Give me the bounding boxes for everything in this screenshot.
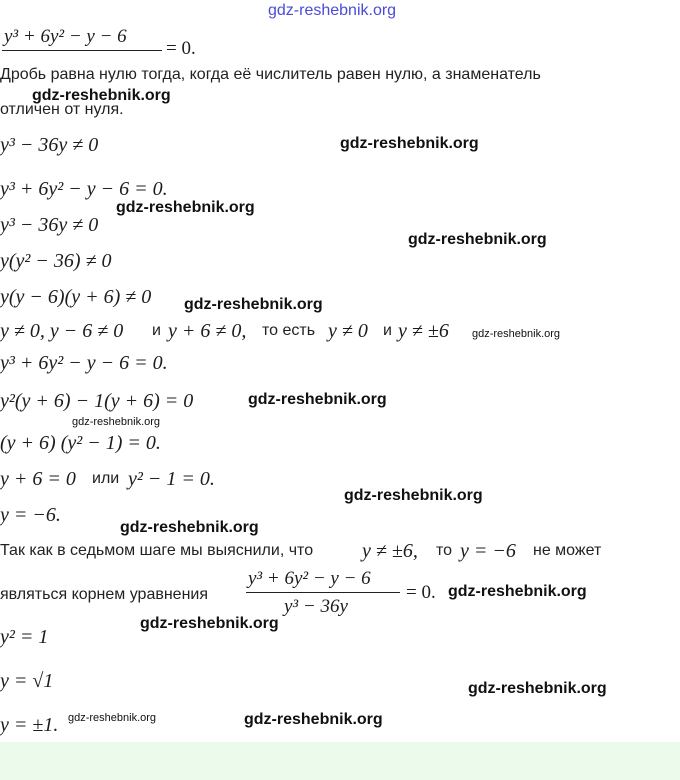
math-line-4: y(y² − 36) ≠ 0	[0, 250, 112, 272]
watermark: gdz-reshebnik.org	[120, 519, 259, 536]
text-and-2: и	[383, 322, 392, 339]
text-seventh-part3: не может	[533, 542, 602, 559]
text-or: или	[92, 470, 120, 487]
watermark: gdz-reshebnik.org	[244, 711, 383, 728]
math-line-3: y³ − 36y ≠ 0	[0, 214, 99, 236]
watermark: gdz-reshebnik.org	[248, 391, 387, 408]
watermark: gdz-reshebnik.org	[72, 416, 161, 428]
watermark: gdz-reshebnik.org	[408, 231, 547, 248]
watermark-top: gdz-reshebnik.org	[268, 2, 397, 19]
math-line-5: y(y − 6)(y + 6) ≠ 0	[0, 286, 152, 308]
watermark: gdz-reshebnik.org	[32, 87, 171, 104]
math-line-13: y = √1	[0, 670, 54, 692]
top-fraction-bar	[2, 50, 162, 51]
math-seventh-m2: y = −6	[460, 540, 516, 562]
root-fraction-denominator: y³ − 36y	[284, 596, 348, 617]
text-intro-line1: Дробь равна нулю тогда, когда её числитель равен нулю, а знаменатель	[0, 66, 541, 83]
watermark: gdz-reshebnik.org	[448, 583, 587, 600]
math-line-11: y = −6.	[0, 504, 61, 526]
text-root: являться корнем уравнения	[0, 586, 209, 603]
text-intro-line2: отличен от нуля.	[0, 101, 124, 118]
watermark: gdz-reshebnik.org	[468, 680, 607, 697]
math-seventh-m1: y ≠ ±6,	[362, 540, 418, 562]
root-fraction-numerator: y³ + 6y² − y − 6	[248, 568, 371, 589]
math-line-6b: y + 6 ≠ 0,	[168, 320, 247, 342]
root-fraction	[246, 568, 446, 622]
math-line-12: y² = 1	[0, 626, 49, 648]
math-line-10b: y² − 1 = 0.	[128, 468, 215, 490]
watermark: gdz-reshebnik.org	[472, 328, 561, 340]
math-line-6d: y ≠ ±6	[398, 320, 449, 342]
watermark: gdz-reshebnik.org	[140, 615, 279, 632]
math-line-1: y³ − 36y ≠ 0	[0, 134, 99, 156]
root-fraction-rhs: = 0.	[406, 582, 436, 603]
watermark: gdz-reshebnik.org	[116, 199, 255, 216]
top-fraction-numerator: y³ + 6y² − y − 6	[4, 26, 127, 47]
text-seventh-part2: то	[436, 542, 453, 559]
text-and-1: и	[152, 322, 161, 339]
math-line-7: y³ + 6y² − y − 6 = 0.	[0, 352, 168, 374]
math-line-10a: y + 6 = 0	[0, 468, 76, 490]
math-line-14: y = ±1.	[0, 714, 59, 736]
math-line-9: (y + 6) (y² − 1) = 0.	[0, 432, 161, 454]
watermark: gdz-reshebnik.org	[340, 135, 479, 152]
watermark: gdz-reshebnik.org	[68, 712, 157, 724]
text-seventh-part1: Так как в седьмом шаге мы выяснили, что	[0, 542, 314, 559]
math-line-6c: y ≠ 0	[328, 320, 368, 342]
text-then: то есть	[262, 322, 316, 339]
math-line-6a: y ≠ 0, y − 6 ≠ 0	[0, 320, 124, 342]
answer-box	[0, 742, 680, 780]
top-fraction	[2, 26, 202, 66]
root-fraction-bar	[246, 592, 400, 593]
math-line-2: y³ + 6y² − y − 6 = 0.	[0, 178, 168, 200]
top-fraction-rhs: = 0.	[166, 38, 196, 59]
watermark: gdz-reshebnik.org	[344, 487, 483, 504]
math-line-8: y²(y + 6) − 1(y + 6) = 0	[0, 390, 194, 412]
watermark: gdz-reshebnik.org	[184, 296, 323, 313]
